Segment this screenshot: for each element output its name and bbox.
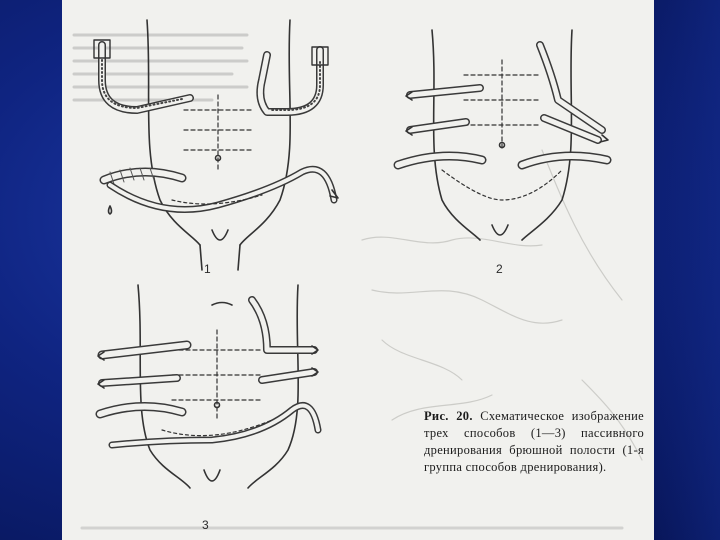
slide-edge-shading <box>654 0 720 540</box>
panel-2-figure <box>398 30 608 240</box>
panel-label-2: 2 <box>496 262 503 276</box>
scanned-page <box>62 0 654 540</box>
caption-lead: Рис. 20. <box>424 409 473 423</box>
caption-text: Схематическое изображение трех способов (1—3) пассивного дренирования брюшной полости (1-я группа способов дренирования). <box>424 409 644 474</box>
panel-label-3: 3 <box>202 518 209 532</box>
panel-3-figure <box>98 285 318 488</box>
panel-1-figure <box>94 20 338 270</box>
panel-label-1: 1 <box>204 262 211 276</box>
figure-caption <box>424 408 644 476</box>
